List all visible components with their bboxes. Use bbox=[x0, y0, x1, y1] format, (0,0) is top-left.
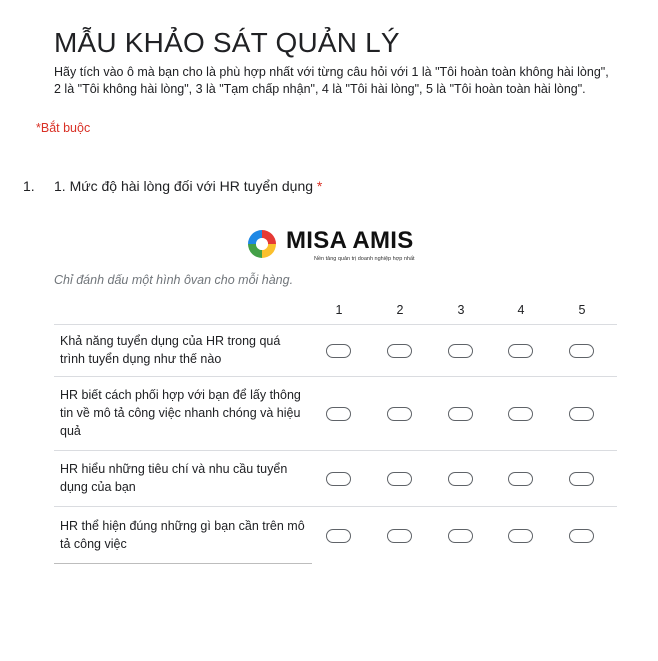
radio-option-2[interactable] bbox=[387, 472, 412, 486]
radio-option-3[interactable] bbox=[448, 344, 473, 358]
row-label: HR thể hiện đúng những gì bạn cần trên mô tả công việc bbox=[60, 519, 305, 551]
column-header-1: 1 bbox=[335, 303, 343, 317]
grid-row bbox=[54, 377, 617, 451]
form-title: MẪU KHẢO SÁT QUẢN LÝ bbox=[54, 27, 400, 58]
radio-option-2[interactable] bbox=[387, 407, 412, 421]
column-header-3: 3 bbox=[457, 303, 465, 317]
radio-option-5[interactable] bbox=[569, 344, 594, 358]
required-asterisk: * bbox=[316, 178, 323, 194]
radio-option-4[interactable] bbox=[508, 529, 533, 543]
required-note: *Bắt buộc bbox=[36, 121, 91, 135]
radio-option-1[interactable] bbox=[326, 407, 351, 421]
column-header-2: 2 bbox=[396, 303, 404, 317]
misa-logo-icon bbox=[246, 228, 278, 260]
row-label: Khả năng tuyển dụng của HR trong quá trình tuyển dụng như thế nào bbox=[60, 334, 281, 366]
logo-wordmark: MISA AMIS bbox=[286, 227, 414, 254]
radio-option-2[interactable] bbox=[387, 344, 412, 358]
grid-hint: Chỉ đánh dấu một hình ôvan cho mỗi hàng. bbox=[54, 273, 294, 287]
question-number: 1. bbox=[23, 178, 35, 194]
grid-row bbox=[54, 325, 617, 377]
radio-option-5[interactable] bbox=[569, 529, 594, 543]
grid-row bbox=[54, 507, 617, 564]
row-label: HR hiểu những tiêu chí và nhu cầu tuyển dụng của bạn bbox=[60, 462, 288, 494]
radio-option-3[interactable] bbox=[448, 472, 473, 486]
radio-option-4[interactable] bbox=[508, 344, 533, 358]
radio-option-3[interactable] bbox=[448, 529, 473, 543]
radio-option-1[interactable] bbox=[326, 472, 351, 486]
radio-option-5[interactable] bbox=[569, 407, 594, 421]
column-header-4: 4 bbox=[517, 303, 525, 317]
radio-option-3[interactable] bbox=[448, 407, 473, 421]
question-title-text: 1. Mức độ hài lòng đối với HR tuyển dụng bbox=[54, 178, 314, 194]
logo-tagline: Nền tảng quản trị doanh nghiệp hợp nhất bbox=[314, 256, 415, 262]
grid-bottom-divider bbox=[54, 563, 312, 564]
radio-option-1[interactable] bbox=[326, 344, 351, 358]
row-label: HR biết cách phối hợp với bạn để lấy thông tin về mô tả công việc nhanh chóng và hiệu quả bbox=[60, 388, 301, 438]
radio-option-4[interactable] bbox=[508, 472, 533, 486]
radio-option-2[interactable] bbox=[387, 529, 412, 543]
radio-option-4[interactable] bbox=[508, 407, 533, 421]
grid-row bbox=[54, 451, 617, 507]
question-title bbox=[54, 178, 322, 194]
form-description: Hãy tích vào ô mà bạn cho là phù hợp nhất với từng câu hỏi với 1 là "Tôi hoàn toàn không hài lòng", 2 là "Tôi không hài lòng", 3 là "Tạm chấp nhận", 4 là "Tôi hài lòng", 5 là "Tôi hoàn toàn hài lòng". bbox=[54, 65, 609, 96]
misa-amis-logo bbox=[246, 226, 426, 266]
radio-option-1[interactable] bbox=[326, 529, 351, 543]
radio-option-5[interactable] bbox=[569, 472, 594, 486]
column-header-5: 5 bbox=[578, 303, 586, 317]
